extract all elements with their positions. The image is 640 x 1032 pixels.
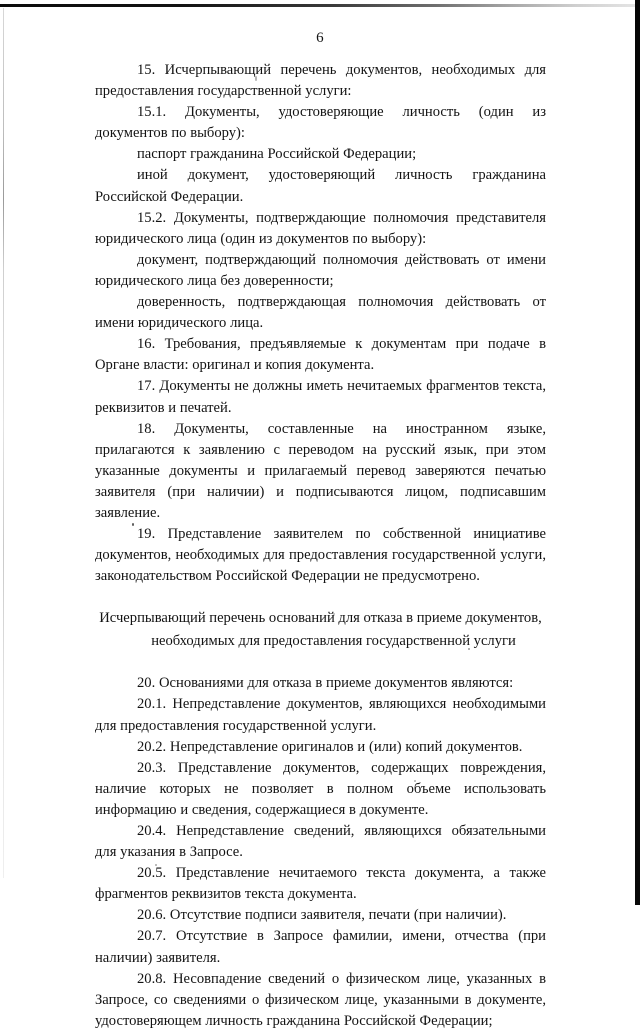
- page-number: 6: [316, 30, 324, 46]
- paragraph-20-7: 20.7. Отсутствие в Запросе фамилии, имени, отчества (при наличии) заявителя.: [95, 928, 546, 966]
- document-body: [95, 60, 546, 1032]
- scan-edge-top-artifact: [0, 4, 640, 7]
- paragraph-19: 19. Представление заявителем по собственной инициативе документов, необходимых для предоставления государственной услуги, законодательством Российской Федерации не предусмотрено.: [95, 526, 546, 585]
- section-heading-line-2: необходимых для предоставления государственной услуги: [151, 633, 516, 650]
- paragraph-18: 18. Документы, составленные на иностранном языке, прилагаются к заявлению с переводом на русский язык, при этом указанные документы и прилагаемый перевод заверяются печатью заявителя (при наличии) и подписываются лицом, подписавшим заявление.: [95, 420, 546, 521]
- paragraph-15-1: 15.1. Документы, удостоверяющие личность (один из документов по выбору):: [95, 104, 546, 142]
- paragraph-20-5: 20.5. Представление нечитаемого текста документа, а также фрагментов реквизитов текста документа.: [95, 865, 546, 903]
- paragraph-20-4: 20.4. Непредставление сведений, являющихся обязательными для указания в Запросе.: [95, 823, 546, 861]
- paragraph-15-2: 15.2. Документы, подтверждающие полномочия представителя юридического лица (один из документов по выбору):: [95, 209, 546, 247]
- paragraph-20: 20. Основаниями для отказа в приеме документов являются:: [137, 675, 514, 692]
- scan-edge-left-artifact: [3, 8, 4, 878]
- paragraph-15-2-item-b: доверенность, подтверждающая полномочия действовать от имени юридического лица.: [95, 294, 546, 332]
- section-heading: [95, 607, 546, 653]
- scan-edge-right-artifact: [635, 0, 640, 905]
- paragraph-15-2-item-a: документ, подтверждающий полномочия действовать от имени юридического лица без доверенности;: [95, 251, 546, 289]
- paragraph-20-8: 20.8. Несовпадение сведений о физическом лице, указанных в Запросе, со сведениями о физическом лице, указанными в документе, удостоверяющем личность гражданина Российской Федерации;: [95, 970, 546, 1029]
- paragraph-20-2: 20.2. Непредставление оригиналов и (или) копий документов.: [137, 738, 523, 755]
- paragraph-15-1-item-b: иной документ, удостоверяющий личность гражданина Российской Федерации.: [95, 167, 546, 205]
- paragraph-20-6: 20.6. Отсутствие подписи заявителя, печати (при наличии).: [137, 907, 507, 924]
- paragraph-16: 16. Требования, предъявляемые к документам при подаче в Органе власти: оригинал и копия документа.: [95, 336, 546, 374]
- paragraph-20-1: 20.1. Непредставление документов, являющихся необходимыми для предоставления государственной услуги.: [95, 696, 546, 734]
- paragraph-17: 17. Документы не должны иметь нечитаемых фрагментов текста, реквизитов и печатей.: [95, 378, 546, 416]
- paragraph-15: 15. Исчерпывающий перечень документов, необходимых для предоставления государственной услуги:: [95, 62, 546, 100]
- section-heading-line-1: Исчерпывающий перечень оснований для отказа в приеме документов,: [99, 610, 542, 627]
- paragraph-20-3: 20.3. Представление документов, содержащих повреждения, наличие которых не позволяет в полном объеме использовать информацию и сведения, содержащиеся в документе.: [95, 759, 546, 818]
- paragraph-15-1-item-a: паспорт гражданина Российской Федерации;: [137, 146, 417, 163]
